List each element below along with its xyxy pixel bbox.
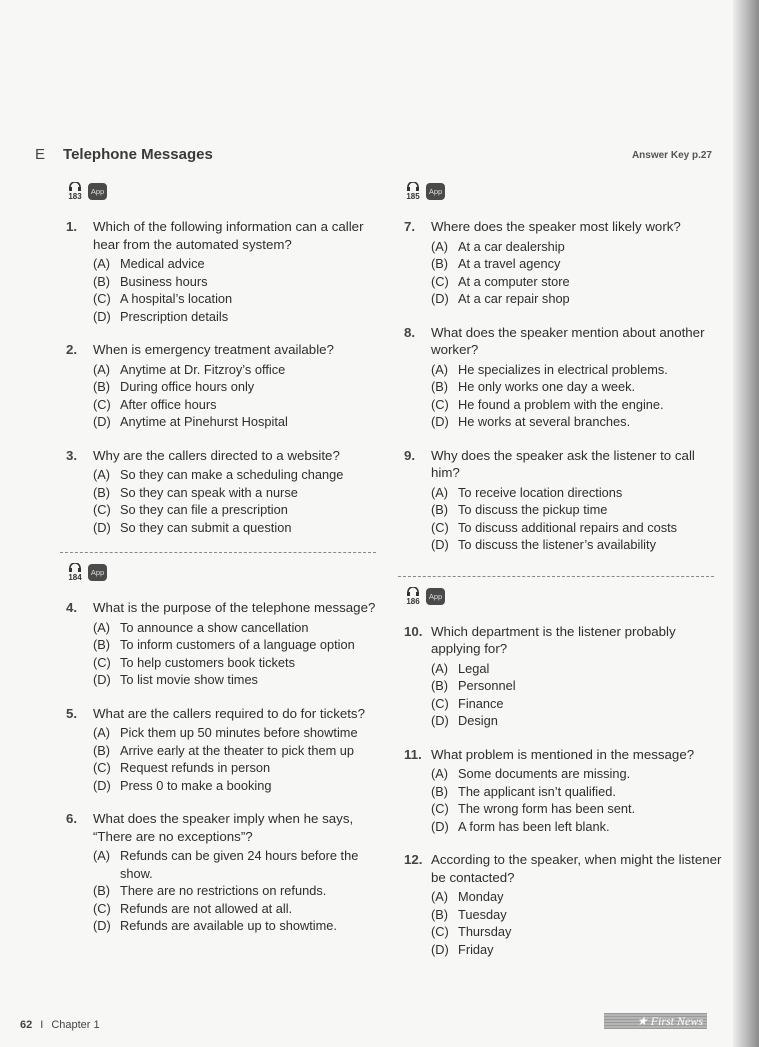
option-letter: (C) — [93, 900, 111, 916]
question-text: Which of the following information can a caller hear from the automated system? — [93, 219, 364, 252]
option-c[interactable] — [431, 273, 724, 291]
option-a[interactable] — [93, 724, 386, 742]
question-number: 11. — [404, 746, 422, 762]
option-c[interactable] — [93, 759, 386, 777]
audio-track-186 — [404, 587, 724, 613]
option-letter: (A) — [431, 889, 449, 904]
audio-track-185 — [404, 182, 724, 208]
option-letter: (C) — [93, 760, 111, 775]
question-5 — [66, 705, 386, 795]
option-letter: (B) — [431, 502, 449, 517]
option-c[interactable] — [431, 695, 724, 713]
option-text: Tuesday — [458, 906, 507, 922]
question-8 — [404, 324, 724, 431]
option-c[interactable] — [93, 654, 386, 672]
question-text: What is the purpose of the telephone message? — [93, 600, 376, 615]
option-c[interactable] — [431, 800, 724, 818]
option-text: Refunds can be given 24 hours before the show. — [120, 848, 359, 881]
option-letter: (D) — [431, 291, 449, 306]
option-text: At a computer store — [458, 273, 570, 289]
app-icon[interactable]: App — [426, 588, 445, 605]
option-a[interactable] — [431, 484, 724, 502]
audio-track-183 — [66, 182, 386, 208]
option-letter: (C) — [431, 519, 449, 535]
option-text: At a car dealership — [458, 238, 565, 254]
app-icon[interactable]: App — [88, 564, 107, 581]
headphones-track[interactable] — [404, 587, 422, 606]
option-a[interactable] — [431, 361, 724, 379]
option-a[interactable] — [93, 619, 386, 637]
option-text: To announce a show cancellation — [120, 619, 309, 635]
option-text: Business hours — [120, 273, 208, 289]
option-text: Request refunds in person — [120, 760, 271, 775]
option-letter: (B) — [431, 379, 449, 394]
option-d[interactable] — [431, 941, 724, 959]
option-c[interactable] — [93, 290, 386, 308]
question-number: 3. — [66, 447, 78, 463]
option-b[interactable] — [431, 783, 724, 801]
option-letter: (C) — [93, 291, 111, 306]
option-text: During office hours only — [120, 379, 255, 394]
headphones-track[interactable] — [404, 182, 422, 201]
option-a[interactable] — [93, 361, 386, 379]
option-text: Refunds are not allowed at all. — [120, 900, 293, 916]
option-text: Pick them up 50 minutes before showtime — [120, 725, 358, 740]
headphones-track[interactable] — [66, 182, 84, 201]
headphones-icon — [407, 587, 419, 596]
headphones-icon — [69, 563, 81, 572]
option-letter: (C) — [93, 654, 111, 670]
option-letter: (D) — [93, 414, 111, 429]
option-letter: (A) — [431, 484, 449, 500]
option-letter: (B) — [431, 256, 449, 271]
question-text: According to the speaker, when might the listener be contacted? — [431, 852, 722, 885]
option-b[interactable] — [93, 273, 386, 291]
option-letter: (B) — [93, 484, 111, 500]
option-text: He found a problem with the engine. — [458, 396, 664, 412]
option-b[interactable] — [93, 742, 386, 760]
option-text: He works at several branches. — [458, 414, 631, 429]
question-7 — [404, 218, 724, 308]
option-letter: (A) — [93, 848, 111, 863]
option-letter: (C) — [431, 801, 449, 816]
option-text: Finance — [458, 695, 504, 711]
option-letter: (B) — [431, 783, 449, 799]
question-3 — [66, 447, 386, 537]
option-text: To discuss the pickup time — [458, 502, 608, 517]
option-text: So they can make a scheduling change — [120, 467, 344, 482]
question-10 — [404, 623, 724, 730]
option-letter: (D) — [93, 519, 111, 535]
question-text: Why are the callers directed to a website? — [93, 447, 340, 463]
question-4 — [66, 599, 386, 689]
question-12 — [404, 851, 724, 958]
option-text: The wrong form has been sent. — [458, 801, 636, 816]
question-number: 5. — [66, 705, 78, 721]
option-d[interactable] — [431, 712, 724, 730]
option-text: Friday — [458, 941, 494, 957]
option-d[interactable] — [431, 536, 724, 554]
option-letter: (D) — [93, 672, 111, 687]
publisher-logo — [604, 1013, 707, 1029]
page-edge-shadow — [733, 0, 759, 1047]
question-11 — [404, 746, 724, 836]
section-divider — [398, 576, 714, 577]
question-number: 10. — [404, 623, 423, 639]
question-2 — [66, 341, 386, 431]
option-d[interactable] — [431, 818, 724, 836]
option-text: Arrive early at the theater to pick them up — [120, 742, 355, 758]
option-b[interactable] — [93, 636, 386, 654]
option-d[interactable] — [93, 519, 386, 537]
option-text: To discuss the listener’s availability — [458, 537, 656, 552]
option-letter: (A) — [93, 256, 111, 271]
question-1 — [66, 218, 386, 325]
option-text: He only works one day a week. — [458, 379, 636, 394]
option-a[interactable] — [431, 888, 724, 906]
section-heading — [35, 146, 213, 163]
question-number: 8. — [404, 324, 416, 340]
app-icon[interactable]: App — [88, 183, 107, 200]
option-c[interactable] — [431, 923, 724, 941]
option-d[interactable] — [431, 290, 724, 308]
option-a[interactable] — [93, 466, 386, 484]
option-letter: (C) — [431, 273, 449, 289]
option-letter: (C) — [431, 396, 449, 412]
section-title: Telephone Messages — [63, 146, 213, 163]
option-text: So they can file a prescription — [120, 502, 288, 517]
option-letter: (B) — [93, 637, 111, 652]
footer-separator: I — [40, 1019, 44, 1031]
option-letter: (A) — [431, 766, 449, 781]
headphones-icon — [69, 182, 81, 191]
option-text: To help customers book tickets — [120, 654, 295, 670]
option-text: So they can submit a question — [120, 519, 292, 535]
option-text: Design — [458, 713, 498, 728]
option-b[interactable] — [93, 882, 386, 900]
app-icon[interactable]: App — [426, 183, 445, 200]
option-text: Thursday — [458, 924, 512, 939]
audio-track-184 — [66, 563, 386, 589]
option-text: A hospital’s location — [120, 291, 233, 306]
option-text: Anytime at Pinehurst Hospital — [120, 414, 288, 429]
question-number: 12. — [404, 852, 423, 867]
option-letter: (B) — [93, 883, 111, 898]
option-letter: (B) — [93, 742, 111, 758]
option-c[interactable] — [93, 501, 386, 519]
question-text: What problem is mentioned in the message? — [431, 746, 695, 762]
option-text: To inform customers of a language option — [120, 637, 355, 652]
question-text: Which department is the listener probably applying for? — [431, 623, 676, 656]
headphones-track[interactable] — [66, 563, 84, 582]
option-d[interactable] — [93, 671, 386, 689]
option-letter: (B) — [93, 379, 111, 394]
option-letter: (D) — [431, 414, 449, 429]
option-a[interactable] — [93, 847, 386, 882]
option-text: After office hours — [120, 396, 217, 412]
page-number: 62 — [20, 1019, 33, 1031]
track-number: 183 — [68, 192, 82, 201]
option-b[interactable] — [431, 677, 724, 695]
option-c[interactable] — [93, 900, 386, 918]
option-letter: (C) — [93, 396, 111, 412]
option-letter: (D) — [431, 941, 449, 957]
question-number: 7. — [404, 219, 416, 234]
option-letter: (D) — [431, 818, 449, 834]
option-letter: (A) — [93, 467, 111, 482]
track-number: 185 — [406, 192, 420, 201]
option-text: Press 0 to make a booking — [120, 777, 272, 793]
section-divider — [60, 552, 376, 553]
option-text: Anytime at Dr. Fitzroy’s office — [120, 361, 286, 377]
question-number: 1. — [66, 219, 78, 234]
option-text: Medical advice — [120, 256, 205, 271]
chapter-label: Chapter 1 — [51, 1019, 100, 1031]
question-6 — [66, 810, 386, 935]
headphones-icon — [407, 182, 419, 191]
option-text: He specializes in electrical problems. — [458, 361, 668, 377]
option-letter: (A) — [431, 361, 449, 377]
track-number: 186 — [406, 596, 420, 606]
option-d[interactable] — [431, 413, 724, 431]
option-b[interactable] — [431, 255, 724, 273]
option-b[interactable] — [431, 906, 724, 924]
option-letter: (A) — [431, 660, 449, 676]
option-letter: (A) — [431, 238, 449, 254]
option-letter: (D) — [93, 308, 111, 324]
answer-key-reference: Answer Key p.27 — [631, 150, 712, 161]
option-letter: (A) — [93, 725, 111, 740]
option-letter: (C) — [431, 695, 449, 711]
left-column — [66, 182, 386, 951]
option-a[interactable] — [93, 255, 386, 273]
question-number: 4. — [66, 600, 78, 615]
question-text: Why does the speaker ask the listener to call him? — [431, 447, 695, 480]
option-text: Legal — [458, 660, 490, 676]
option-b[interactable] — [93, 378, 386, 396]
question-number: 6. — [66, 811, 78, 826]
option-letter: (D) — [93, 777, 111, 793]
option-b[interactable] — [431, 378, 724, 396]
question-text: Where does the speaker most likely work? — [431, 219, 681, 234]
option-letter: (D) — [93, 918, 111, 933]
option-a[interactable] — [431, 238, 724, 256]
option-letter: (D) — [431, 713, 449, 728]
option-letter: (A) — [93, 619, 111, 635]
option-a[interactable] — [431, 765, 724, 783]
option-letter: (B) — [431, 906, 449, 922]
option-letter: (B) — [431, 678, 449, 693]
option-c[interactable] — [93, 396, 386, 414]
question-number: 2. — [66, 342, 78, 357]
right-column — [404, 182, 724, 974]
publisher-name: First News — [650, 1014, 703, 1028]
option-text: There are no restrictions on refunds. — [120, 883, 327, 898]
option-letter: (B) — [93, 273, 111, 289]
star-icon: ★ — [636, 1014, 648, 1028]
option-a[interactable] — [431, 660, 724, 678]
option-text: At a car repair shop — [458, 291, 570, 306]
option-letter: (D) — [431, 537, 449, 552]
option-letter: (C) — [93, 502, 111, 517]
option-d[interactable] — [93, 777, 386, 795]
option-text: So they can speak with a nurse — [120, 484, 298, 500]
option-text: To receive location directions — [458, 484, 623, 500]
option-d[interactable] — [93, 413, 386, 431]
option-c[interactable] — [431, 396, 724, 414]
option-b[interactable] — [431, 501, 724, 519]
question-text: What does the speaker mention about another worker? — [431, 324, 705, 357]
page-footer — [20, 1019, 100, 1031]
option-text: To discuss additional repairs and costs — [458, 519, 678, 535]
question-text: What are the callers required to do for tickets? — [93, 705, 365, 721]
question-number: 9. — [404, 447, 416, 463]
option-b[interactable] — [93, 484, 386, 502]
option-c[interactable] — [431, 519, 724, 537]
option-text: Monday — [458, 889, 504, 904]
question-text: When is emergency treatment available? — [93, 342, 334, 357]
option-text: Some documents are missing. — [458, 766, 631, 781]
question-text: What does the speaker imply when he says, “There are no exceptions”? — [93, 811, 354, 844]
option-text: To list movie show times — [120, 672, 258, 687]
track-number: 184 — [68, 573, 82, 582]
option-text: Prescription details — [120, 308, 229, 324]
option-text: Personnel — [458, 678, 516, 693]
question-9 — [404, 447, 724, 554]
option-letter: (C) — [431, 924, 449, 939]
option-text: Refunds are available up to showtime. — [120, 918, 337, 933]
option-d[interactable] — [93, 308, 386, 326]
section-letter: E — [35, 146, 46, 163]
option-letter: (A) — [93, 361, 111, 377]
option-text: A form has been left blank. — [458, 818, 610, 834]
option-d[interactable] — [93, 917, 386, 935]
option-text: The applicant isn’t qualified. — [458, 783, 616, 799]
option-text: At a travel agency — [458, 256, 561, 271]
